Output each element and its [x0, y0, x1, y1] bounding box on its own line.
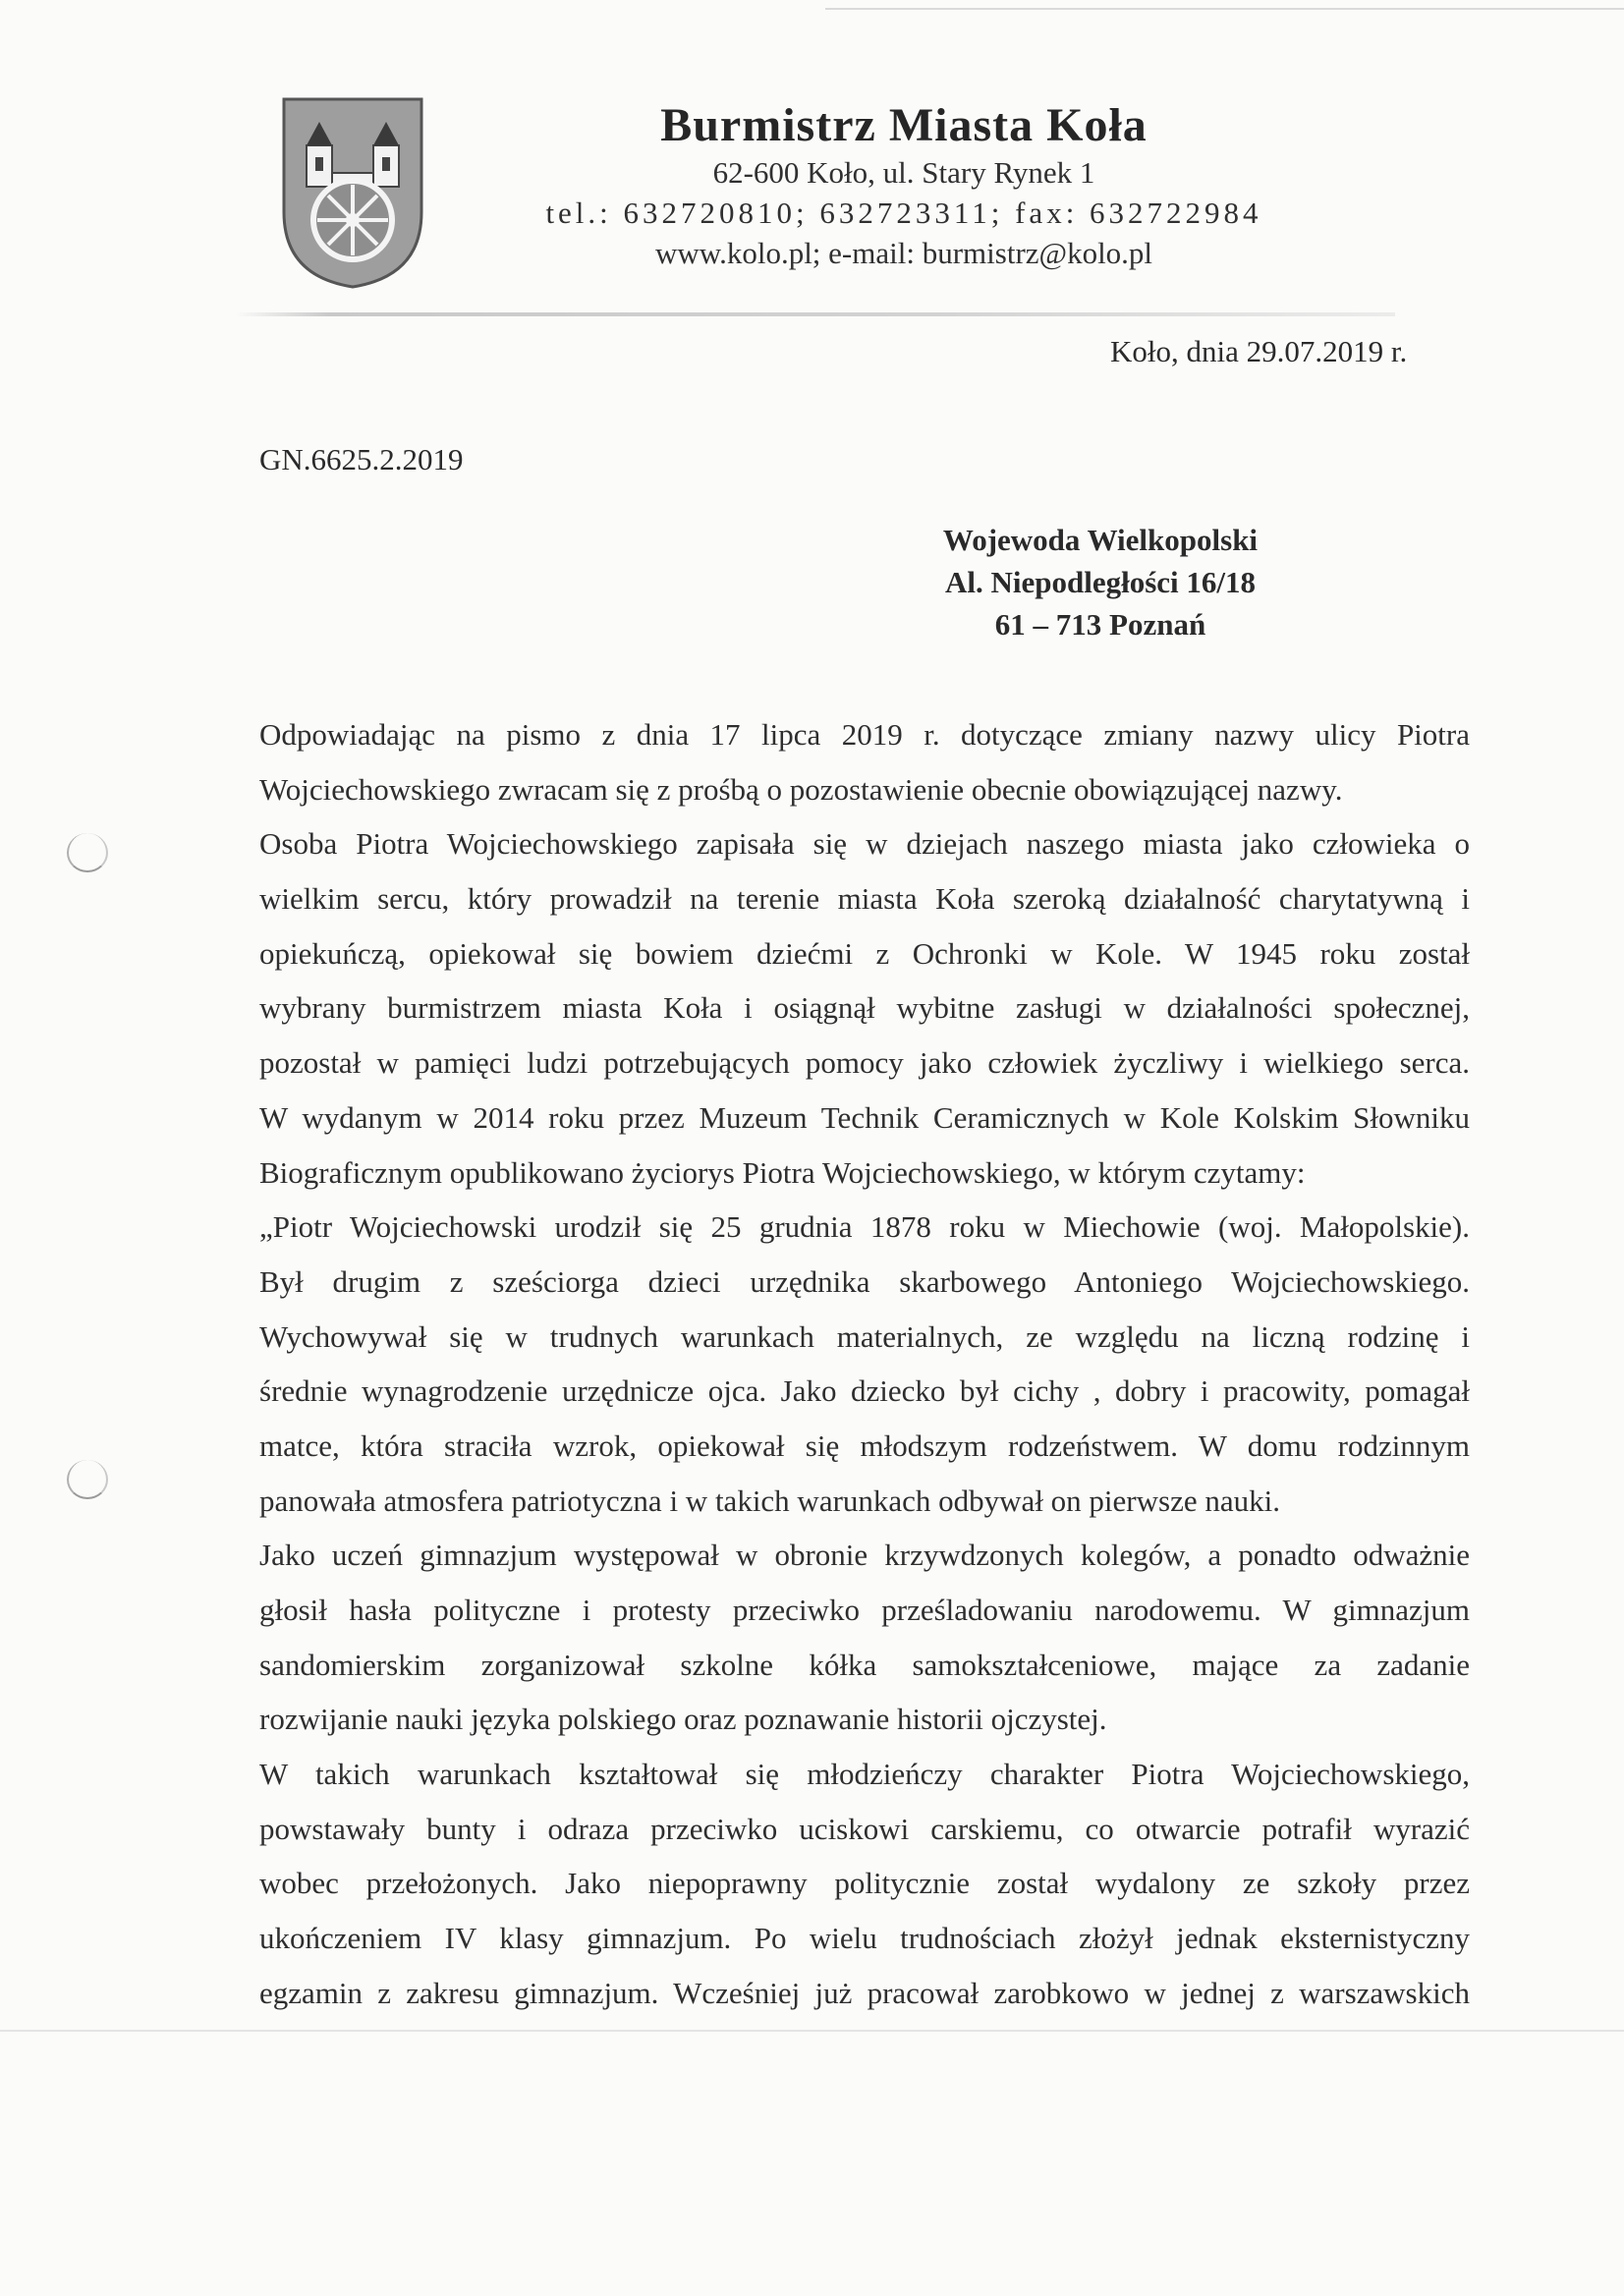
letterhead-web-email: www.kolo.pl; e-mail: burmistrz@kolo.pl: [654, 236, 1153, 270]
scan-edge-top: [825, 8, 1624, 10]
body-line: rozwijanie nauki języka polskiego oraz poznawanie historii ojczystej.: [259, 1702, 1107, 1737]
body-line: Wojciechowskiego zwracam się z prośbą o pozostawienie obecnie obowiązującej nazwy.: [259, 771, 1343, 807]
body-line: „Piotr Wojciechowski urodził się 25 grudnia 1878 roku w Miechowie (woj. Małopolskie).: [259, 1209, 1470, 1245]
punch-hole-mark: [67, 833, 108, 872]
body-line: Biograficznym opublikowano życiorys Piotra Wojciechowskiego, w którym czytamy:: [259, 1154, 1306, 1190]
addressee-street: Al. Niepodległości 16/18: [944, 565, 1257, 599]
letterhead-title: Burmistrz Miasta Koła: [660, 99, 1148, 151]
reference-number: GN.6625.2.2019: [259, 442, 464, 476]
addressee-city: 61 – 713 Poznań: [994, 607, 1206, 642]
body-line: egzamin z zakresu gimnazjum. Wcześniej już pracował zarobkowo w jednej z warszawskich: [259, 1975, 1470, 2010]
body-line: sandomierskim zorganizował szkolne kółka samokształceniowe, mające za zadanie: [259, 1647, 1470, 1682]
body-line: Był drugim z sześciorga dzieci urzędnika skarbowego Antoniego Wojciechowskiego.: [259, 1263, 1470, 1299]
body-line: panowała atmosfera patriotyczna i w takich warunkach odbywał on pierwsze nauki.: [259, 1483, 1280, 1518]
body-line: Jako uczeń gimnazjum występował w obronie krzywdzonych kolegów, a ponadto odważnie: [259, 1538, 1470, 1573]
body-line: W wydanym w 2014 roku przez Muzeum Technik Ceramicznych w Kole Kolskim Słowniku: [259, 1099, 1470, 1135]
coat-of-arms-logo: [279, 94, 426, 291]
body-line: matce, która straciła wzrok, opiekował się młodszym rodzeństwem. W domu rodzinnym: [259, 1428, 1470, 1463]
letterhead: [413, 98, 1395, 273]
body-line: W takich warunkach kształtował się młodzieńczy charakter Piotra Wojciechowskiego,: [259, 1757, 1470, 1792]
scan-edge-bottom: [0, 2030, 1624, 2032]
body-line: głosił hasła polityczne i protesty przeciwko prześladowaniu narodowemu. W gimnazjum: [259, 1593, 1470, 1627]
body-line: pozostał w pamięci ludzi potrzebujących pomocy jako człowiek życzliwy i wielkiego serca.: [259, 1045, 1470, 1081]
letter-date: Koło, dnia 29.07.2019 r.: [1110, 334, 1408, 368]
letterhead-phone-fax: tel.: 632720810; 632723311; fax: 632722984: [545, 196, 1262, 230]
body-line: średnie wynagrodzenie urzędnicze ojca. Jako dziecko był cichy , dobry i pracowity, pomagał: [259, 1373, 1470, 1409]
body-line: powstawały bunty i odraza przeciwko uciskowi carskiemu, co otwarcie potrafił wyrazić: [259, 1811, 1470, 1846]
letter-body: [259, 707, 1470, 2021]
body-line: Odpowiadając na pismo z dnia 17 lipca 2019 r. dotyczące zmiany nazwy ulicy Piotra: [259, 717, 1470, 752]
body-line: Osoba Piotra Wojciechowskiego zapisała się w dziejach naszego miasta jako człowieka o: [259, 826, 1470, 862]
letterhead-address: 62-600 Koło, ul. Stary Rynek 1: [712, 155, 1095, 190]
body-line: wybrany burmistrzem miasta Koła i osiągnął wybitne zasługi w działalności społecznej,: [259, 990, 1470, 1026]
body-line: wobec przełożonych. Jako niepoprawny politycznie został wydalony ze szkoły przez: [259, 1866, 1470, 1901]
letterhead-divider: [236, 312, 1395, 316]
body-line: wielkim sercu, który prowadził na terenie miasta Koła szeroką działalność charytatywną i: [259, 881, 1470, 917]
body-line: opiekuńczą, opiekował się bowiem dziećmi z Ochronki w Kole. W 1945 roku został: [259, 935, 1470, 971]
body-line: ukończeniem IV klasy gimnazjum. Po wielu trudnościach złożył jednak eksternistyczny: [259, 1921, 1470, 1956]
punch-hole-mark: [67, 1460, 108, 1499]
body-line: Wychowywał się w trudnych warunkach materialnych, ze względu na liczną rodzinę i: [259, 1318, 1470, 1354]
addressee-block: [884, 519, 1316, 645]
addressee-name: Wojewoda Wielkopolski: [942, 523, 1259, 557]
